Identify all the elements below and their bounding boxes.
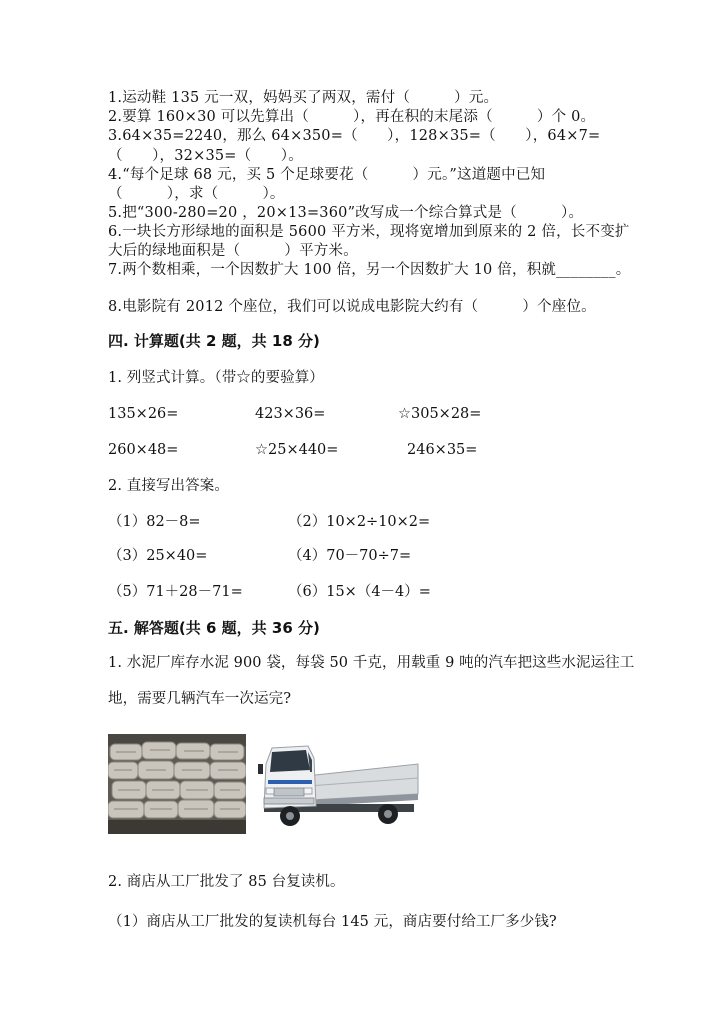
- fill-q5: 5.把“300-280=20 ，20×13=360”改写成一个综合算式是（ ）。: [108, 205, 584, 221]
- section4-q2-prompt: 2. 直接写出答案。: [108, 478, 229, 494]
- fill-q3-a: 3.64×35=2240，那么 64×350=（ ），128×35=（ ），64×7=: [108, 128, 601, 144]
- vertical-calc-item: 260×48=: [108, 442, 179, 458]
- section4-title: 四. 计算题(共 2 题，共 18 分): [108, 332, 320, 350]
- vertical-calc-item: 246×35=: [407, 442, 478, 458]
- fill-q7: 7.两个数相乘，一个因数扩大 100 倍，另一个因数扩大 10 倍，积就________。: [108, 262, 631, 278]
- section5-q1-line1: 1. 水泥厂库存水泥 900 袋，每袋 50 千克，用载重 9 吨的汽车把这些水泥运往工: [108, 655, 635, 671]
- mental-calc-item: （2）10×2÷10×2=: [288, 514, 431, 530]
- fill-q4-b: （ ），求（ ）。: [108, 186, 285, 202]
- fill-q4-a: 4.“每个足球 68 元，买 5 个足球要花（ ）元。”这道题中已知: [108, 167, 546, 183]
- truck-photo: [250, 734, 422, 834]
- vertical-calc-item: ☆25×440=: [255, 442, 339, 458]
- section5-title: 五. 解答题(共 6 题，共 36 分): [108, 619, 320, 637]
- fill-q8: 8.电影院有 2012 个座位，我们可以说成电影院大约有（ ）个座位。: [108, 299, 596, 315]
- mental-calc-item: （4）70－70÷7=: [288, 548, 412, 564]
- fill-q2: 2.要算 160×30 可以先算出（ ），再在积的末尾添（ ）个 0。: [108, 109, 596, 125]
- mental-calc-item: （6）15×（4－4）=: [288, 584, 431, 600]
- vertical-calc-item: 135×26=: [108, 406, 179, 422]
- section5-q2-line1: 2. 商店从工厂批发了 85 台复读机。: [108, 874, 345, 890]
- section4-q1-prompt: 1. 列竖式计算。（带☆的要验算）: [108, 370, 324, 386]
- fill-q6-b: 大后的绿地面积是（ ）平方米。: [108, 243, 358, 259]
- vertical-calc-item: 423×36=: [255, 406, 326, 422]
- cement-bags-photo: [108, 734, 246, 834]
- vertical-calc-item: ☆305×28=: [398, 406, 482, 422]
- mental-calc-item: （1）82－8=: [108, 514, 201, 530]
- mental-calc-item: （3）25×40=: [108, 548, 208, 564]
- mental-calc-item: （5）71＋28－71=: [108, 584, 243, 600]
- section5-q2-sub1: （1）商店从工厂批发的复读机每台 145 元，商店要付给工厂多少钱?: [108, 914, 557, 930]
- section5-q1-line2: 地，需要几辆汽车一次运完?: [108, 691, 292, 707]
- fill-q6-a: 6.一块长方形绿地的面积是 5600 平方米，现将宽增加到原来的 2 倍，长不变扩: [108, 224, 630, 240]
- fill-q1: 1.运动鞋 135 元一双，妈妈买了两双，需付（ ）元。: [108, 90, 499, 106]
- fill-q3-b: （ ），32×35=（ ）。: [108, 148, 303, 164]
